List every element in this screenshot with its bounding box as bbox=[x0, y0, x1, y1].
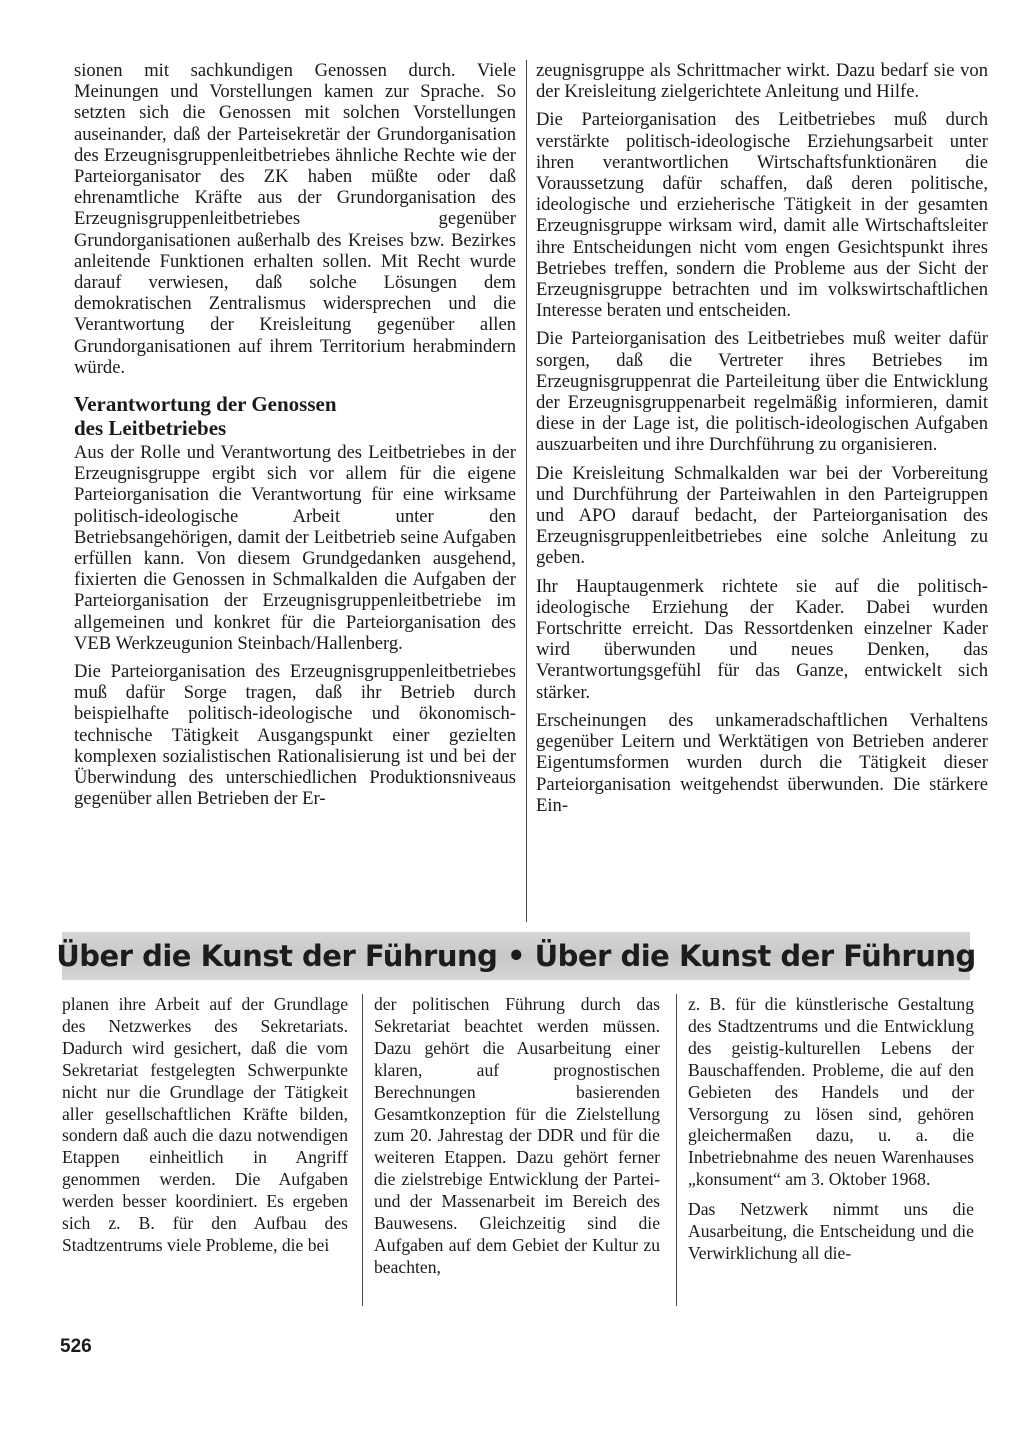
paragraph: sionen mit sachkundigen Genossen durch. Viele Meinungen und Vorstellungen kamen zur Sprache. So setzten sich die Genossen mit solchen Vorstellungen auseinander, daß der Parteisekretär der Grundorganisation des Erzeugnisgruppenleitbetriebes ähnliche Rechte wie der Parteiorganisator des ZK haben müßte oder daß ehrenamtliche Kräfte aus der Grundorganisation des Erzeugnisgruppenleitbetriebes gegenüber Grundorganisationen außerhalb des Kreises bzw. Bezirkes anleitende Funktionen erhalten sollen. Mit Recht wurde darauf verwiesen, daß solche Lösungen dem demokratischen Zentralismus widersprechen und die Verantwortung der Kreisleitung gegenüber allen Grundorganisationen auf ihrem Territorium herabmindern würde. bbox=[74, 60, 516, 378]
section-banner bbox=[56, 932, 976, 980]
paragraph: Die Kreisleitung Schmalkalden war bei der Vorbereitung und Durchführung der Parteiwahlen in den Parteigruppen und APO darauf bedacht, der Parteiorganisation des Erzeugnisgruppenleitbetriebes eine solche Anleitung zu geben. bbox=[536, 462, 988, 569]
top-left-column bbox=[74, 60, 516, 817]
paragraph: zeugnisgruppe als Schrittmacher wirkt. Dazu bedarf sie von der Kreisleitung zielgerichtete Anleitung und Hilfe. bbox=[536, 60, 988, 103]
paragraph: Das Netzwerk nimmt uns die Ausarbeitung, die Entscheidung und die Verwirklichung all die- bbox=[688, 1199, 974, 1263]
section-heading bbox=[74, 392, 516, 440]
paragraph: Die Parteiorganisation des Erzeugnisgruppenleitbetriebes muß dafür Sorge tragen, daß ihr Betrieb durch beispielhafte politisch-ideologische und ökonomisch-technische Tätigkeit Ausgangspunkt einer gezielten komplexen sozialistischen Rationalisierung ist und bei der Überwindung des unterschiedlichen Produktionsniveaus gegenüber allen Betrieben der Er- bbox=[74, 661, 516, 810]
paragraph: planen ihre Arbeit auf der Grundlage des Netzwerkes des Sekretariats. Dadurch wird gesichert, daß die vom Sekretariat festgelegten Schwerpunkte nicht nur die Grundlage der Tätigkeit aller gesellschaftlichen Kräfte bilden, sondern daß auch die dazu notwendigen Etappen einheitlich in Angriff genommen werden. Die Aufgaben werden besser koordiniert. Es ergeben sich z. B. für den Aufbau des Stadtzentrums viele Probleme, die bei bbox=[62, 994, 348, 1255]
banner-title: Über die Kunst der Führung • Über die Kunst der Führung bbox=[56, 939, 976, 973]
top-right-column bbox=[536, 60, 988, 823]
page-number: 526 bbox=[60, 1336, 92, 1357]
paragraph: z. B. für die künstlerische Gestaltung des Stadtzentrums und die Entwicklung des geistig-kulturellen Lebens der Bauschaffenden. Probleme, die auf den Gebieten des Handels und der Versorgung zu lösen sind, gehören gleichermaßen dazu, u. a. die Inbetriebnahme des neuen Warenhauses „konsument“ am 3. Oktober 1968. bbox=[688, 994, 974, 1190]
paragraph: Aus der Rolle und Verantwortung des Leitbetriebes in der Erzeugnisgruppe ergibt sich vor allem für die eigene Parteiorganisation die Verantwortung für eine wirksame politisch-ideologische Arbeit unter den Betriebsangehörigen, damit der Leitbetrieb seine Aufgaben erfüllen kann. Von diesem Grundgedanken ausgehend, fixierten die Genossen in Schmalkalden die Aufgaben der Parteiorganisation der Erzeugnisgruppenleitbetriebe im allgemeinen und konkret für die Parteiorganisation des VEB Werkzeugunion Steinbach/Hallenberg. bbox=[74, 442, 516, 654]
paragraph: der politischen Führung durch das Sekretariat beachtet werden müssen. Dazu gehört die Ausarbeitung einer klaren, auf prognostischen Berechnungen basierenden Gesamtkonzeption für die Zielstellung zum 20. Jahrestag der DDR und für die weiteren Etappen. Dazu gehört ferner die zielstrebige Entwicklung der Partei- und der Massenarbeit im Bereich des Bauwesens. Gleichzeitig sind die Aufgaben auf dem Gebiet der Kultur zu beachten, bbox=[374, 994, 660, 1277]
paragraph: Die Parteiorganisation des Leitbetriebes muß durch verstärkte politisch-ideologische Erziehungsarbeit unter ihren verantwortlichen Wirtschaftsfunktionären die Voraussetzung dafür schaffen, daß deren politische, ideologische und erzieherische Tätigkeit in der gesamten Erzeugnisgruppe wirksam wird, damit alle Wirtschaftsleiter ihre Entscheidungen nicht vom engen Gesichtspunkt ihres Betriebes treffen, sondern die Probleme aus der Sicht der Erzeugnisgruppe betrachten und im volkswirtschaftlichen Interesse beraten und entscheiden. bbox=[536, 109, 988, 322]
column-divider bbox=[362, 994, 363, 1306]
bottom-column-2 bbox=[374, 994, 660, 1287]
column-divider bbox=[676, 994, 677, 1306]
paragraph: Erscheinungen des unkameradschaftlichen Verhaltens gegenüber Leitern und Werktätigen von Betrieben anderer Eigentumsformen wurden durch die Tätigkeit dieser Parteiorganisation weitgehendst überwunden. Die stärkere Ein- bbox=[536, 709, 988, 816]
paragraph: Die Parteiorganisation des Leitbetriebes muß weiter dafür sorgen, daß die Vertreter ihres Betriebes im Erzeugnisgruppenrat die Parteileitung über die Entwicklung der Erzeugnisgruppenarbeit regelmäßig informieren, damit diese in der Lage ist, die politisch-ideologischen Aufgaben auszuarbeiten und ihre Durchführung zu organisieren. bbox=[536, 328, 988, 456]
column-divider bbox=[526, 60, 527, 922]
heading-line: Verantwortung der Genossen bbox=[74, 392, 337, 417]
bottom-column-3 bbox=[688, 994, 974, 1273]
bottom-column-1 bbox=[62, 994, 348, 1265]
heading-line: des Leitbetriebes bbox=[74, 416, 227, 441]
paragraph: Ihr Hauptaugenmerk richtete sie auf die politisch-ideologische Erziehung der Kader. Dabei wurden Fortschritte erreicht. Das Ressortdenken einzelner Kader wird überwunden und neues Denken, das Verantwortungsgefühl für das Ganze, entwickelt sich stärker. bbox=[536, 575, 988, 703]
